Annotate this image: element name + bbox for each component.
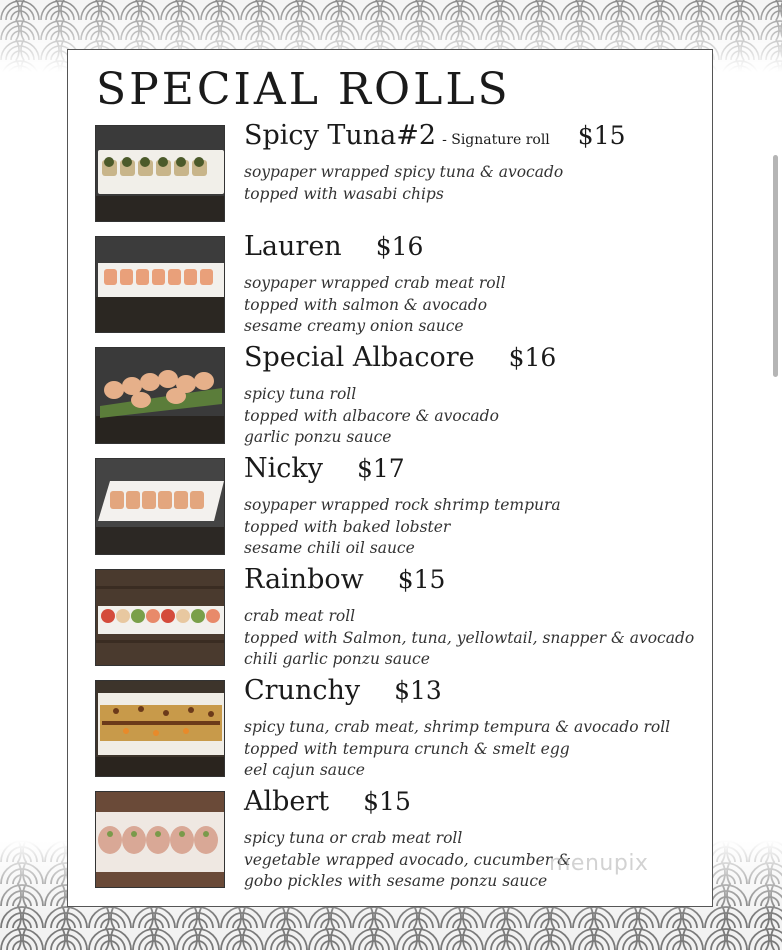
roll-photo [95,125,225,222]
description-line: gobo pickles with sesame ponzu sauce [244,872,548,890]
description-line: crab meat roll [244,607,356,625]
item-name: Lauren [244,231,342,262]
item-tag: - Signature roll [442,132,550,148]
menu-item-rainbow [95,564,705,669]
menu-item-crunchy [95,675,705,780]
item-price: $16 [508,343,557,372]
item-name: Rainbow [244,564,364,595]
description-line: topped with Salmon, tuna, yellowtail, snapper & avocado [244,628,695,647]
watermark: menupix [549,851,649,876]
item-description [244,162,563,205]
item-name: Albert [244,786,330,817]
menu-item-spicy-tuna [95,120,705,225]
menu-item-nicky [95,453,705,558]
item-description [244,606,694,671]
description-line: eel cajun sauce [244,761,365,779]
item-name: Spicy Tuna#2 [244,120,437,151]
item-price: $17 [357,454,405,483]
description-line: topped with tempura crunch & smelt egg [244,739,570,758]
description-line: vegetable wrapped avocado, cucumber & [244,850,571,869]
item-price: $15 [397,565,446,594]
item-name: Crunchy [244,675,361,706]
item-price: $15 [577,121,626,150]
roll-photo [95,347,225,444]
menu-title: SPECIAL ROLLS [96,64,511,115]
description-line: chili garlic ponzu sauce [244,650,430,668]
description-line: soypaper wrapped crab meat roll [244,274,506,292]
menu-item-lauren [95,231,705,336]
item-price: $15 [363,787,411,816]
menu-item-special-albacore [95,342,705,447]
description-line: garlic ponzu sauce [244,428,392,446]
menu-card [67,49,713,907]
item-description [244,717,670,782]
roll-photo [95,680,225,777]
description-line: spicy tuna or crab meat roll [244,829,463,847]
description-line: soypaper wrapped rock shrimp tempura [244,496,561,514]
description-line: topped with baked lobster [244,517,451,536]
description-line: sesame creamy onion sauce [244,317,464,335]
description-line: topped with wasabi chips [244,184,444,203]
item-description [244,384,499,449]
item-name: Nicky [244,453,323,484]
scrollbar[interactable] [773,155,778,377]
description-line: spicy tuna roll [244,385,357,403]
description-line: spicy tuna, crab meat, shrimp tempura & avocado roll [244,718,671,736]
item-price: $13 [394,676,442,705]
description-line: topped with albacore & avocado [244,406,499,425]
description-line: sesame chili oil sauce [244,539,415,557]
menu-item-albert [95,786,705,891]
roll-photo [95,791,225,888]
item-description [244,273,506,338]
item-price: $16 [375,232,424,261]
item-description [244,828,571,893]
description-line: topped with salmon & avocado [244,295,488,314]
item-description [244,495,561,560]
roll-photo [95,236,225,333]
description-line: soypaper wrapped spicy tuna & avocado [244,163,564,181]
item-name: Special Albacore [244,342,475,373]
roll-photo [95,569,225,666]
roll-photo [95,458,225,555]
